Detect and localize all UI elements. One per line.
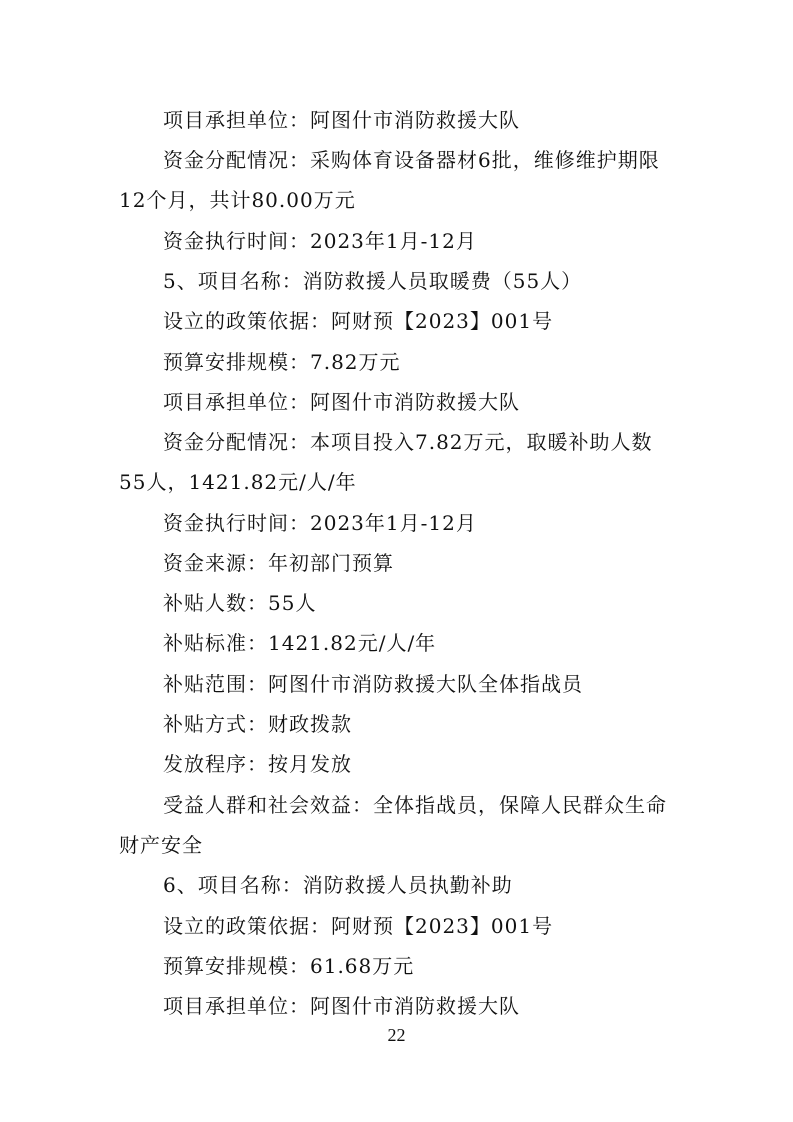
- text-line-budget-scale: 预算安排规模：7.82万元: [163, 350, 401, 374]
- text-line-policy-basis: 设立的政策依据：阿财预【2023】001号: [163, 309, 554, 333]
- text-line-project-6-title: 6、项目名称：消防救援人员执勤补助: [163, 873, 513, 897]
- text-line-fund-allocation-cont: 55人，1421.82元/人/年: [119, 470, 357, 494]
- text-line-subsidy-standard: 补贴标准：1421.82元/人/年: [163, 631, 437, 655]
- text-line-fund-allocation: 资金分配情况：本项目投入7.82万元，取暖补助人数: [163, 430, 653, 454]
- text-line-subsidy-scope: 补贴范围：阿图什市消防救援大队全体指战员: [163, 672, 583, 696]
- text-line-project-unit: 项目承担单位：阿图什市消防救援大队: [163, 994, 520, 1018]
- text-line-project-unit: 项目承担单位：阿图什市消防救援大队: [163, 390, 520, 414]
- text-line-subsidy-method: 补贴方式：财政拨款: [163, 712, 352, 736]
- text-line-budget-scale: 预算安排规模：61.68万元: [163, 954, 415, 978]
- text-line-beneficiaries-cont: 财产安全: [119, 833, 203, 857]
- text-line-project-5-title: 5、项目名称：消防救援人员取暖费（55人）: [163, 269, 583, 293]
- text-line-execution-time: 资金执行时间：2023年1月-12月: [163, 229, 477, 253]
- text-line-execution-time: 资金执行时间：2023年1月-12月: [163, 511, 477, 535]
- page-number: 22: [387, 1025, 406, 1045]
- text-line-policy-basis: 设立的政策依据：阿财预【2023】001号: [163, 914, 554, 938]
- text-line-distribution-procedure: 发放程序：按月发放: [163, 752, 352, 776]
- text-line-project-unit: 项目承担单位：阿图什市消防救援大队: [163, 108, 520, 132]
- text-line-fund-allocation-cont: 12个月，共计80.00万元: [119, 188, 356, 212]
- text-line-fund-source: 资金来源：年初部门预算: [163, 551, 394, 575]
- text-line-fund-allocation: 资金分配情况：采购体育设备器材6批，维修维护期限: [163, 148, 660, 172]
- text-line-beneficiaries: 受益人群和社会效益：全体指战员，保障人民群众生命: [163, 793, 667, 817]
- text-line-subsidy-count: 补贴人数：55人: [163, 591, 317, 615]
